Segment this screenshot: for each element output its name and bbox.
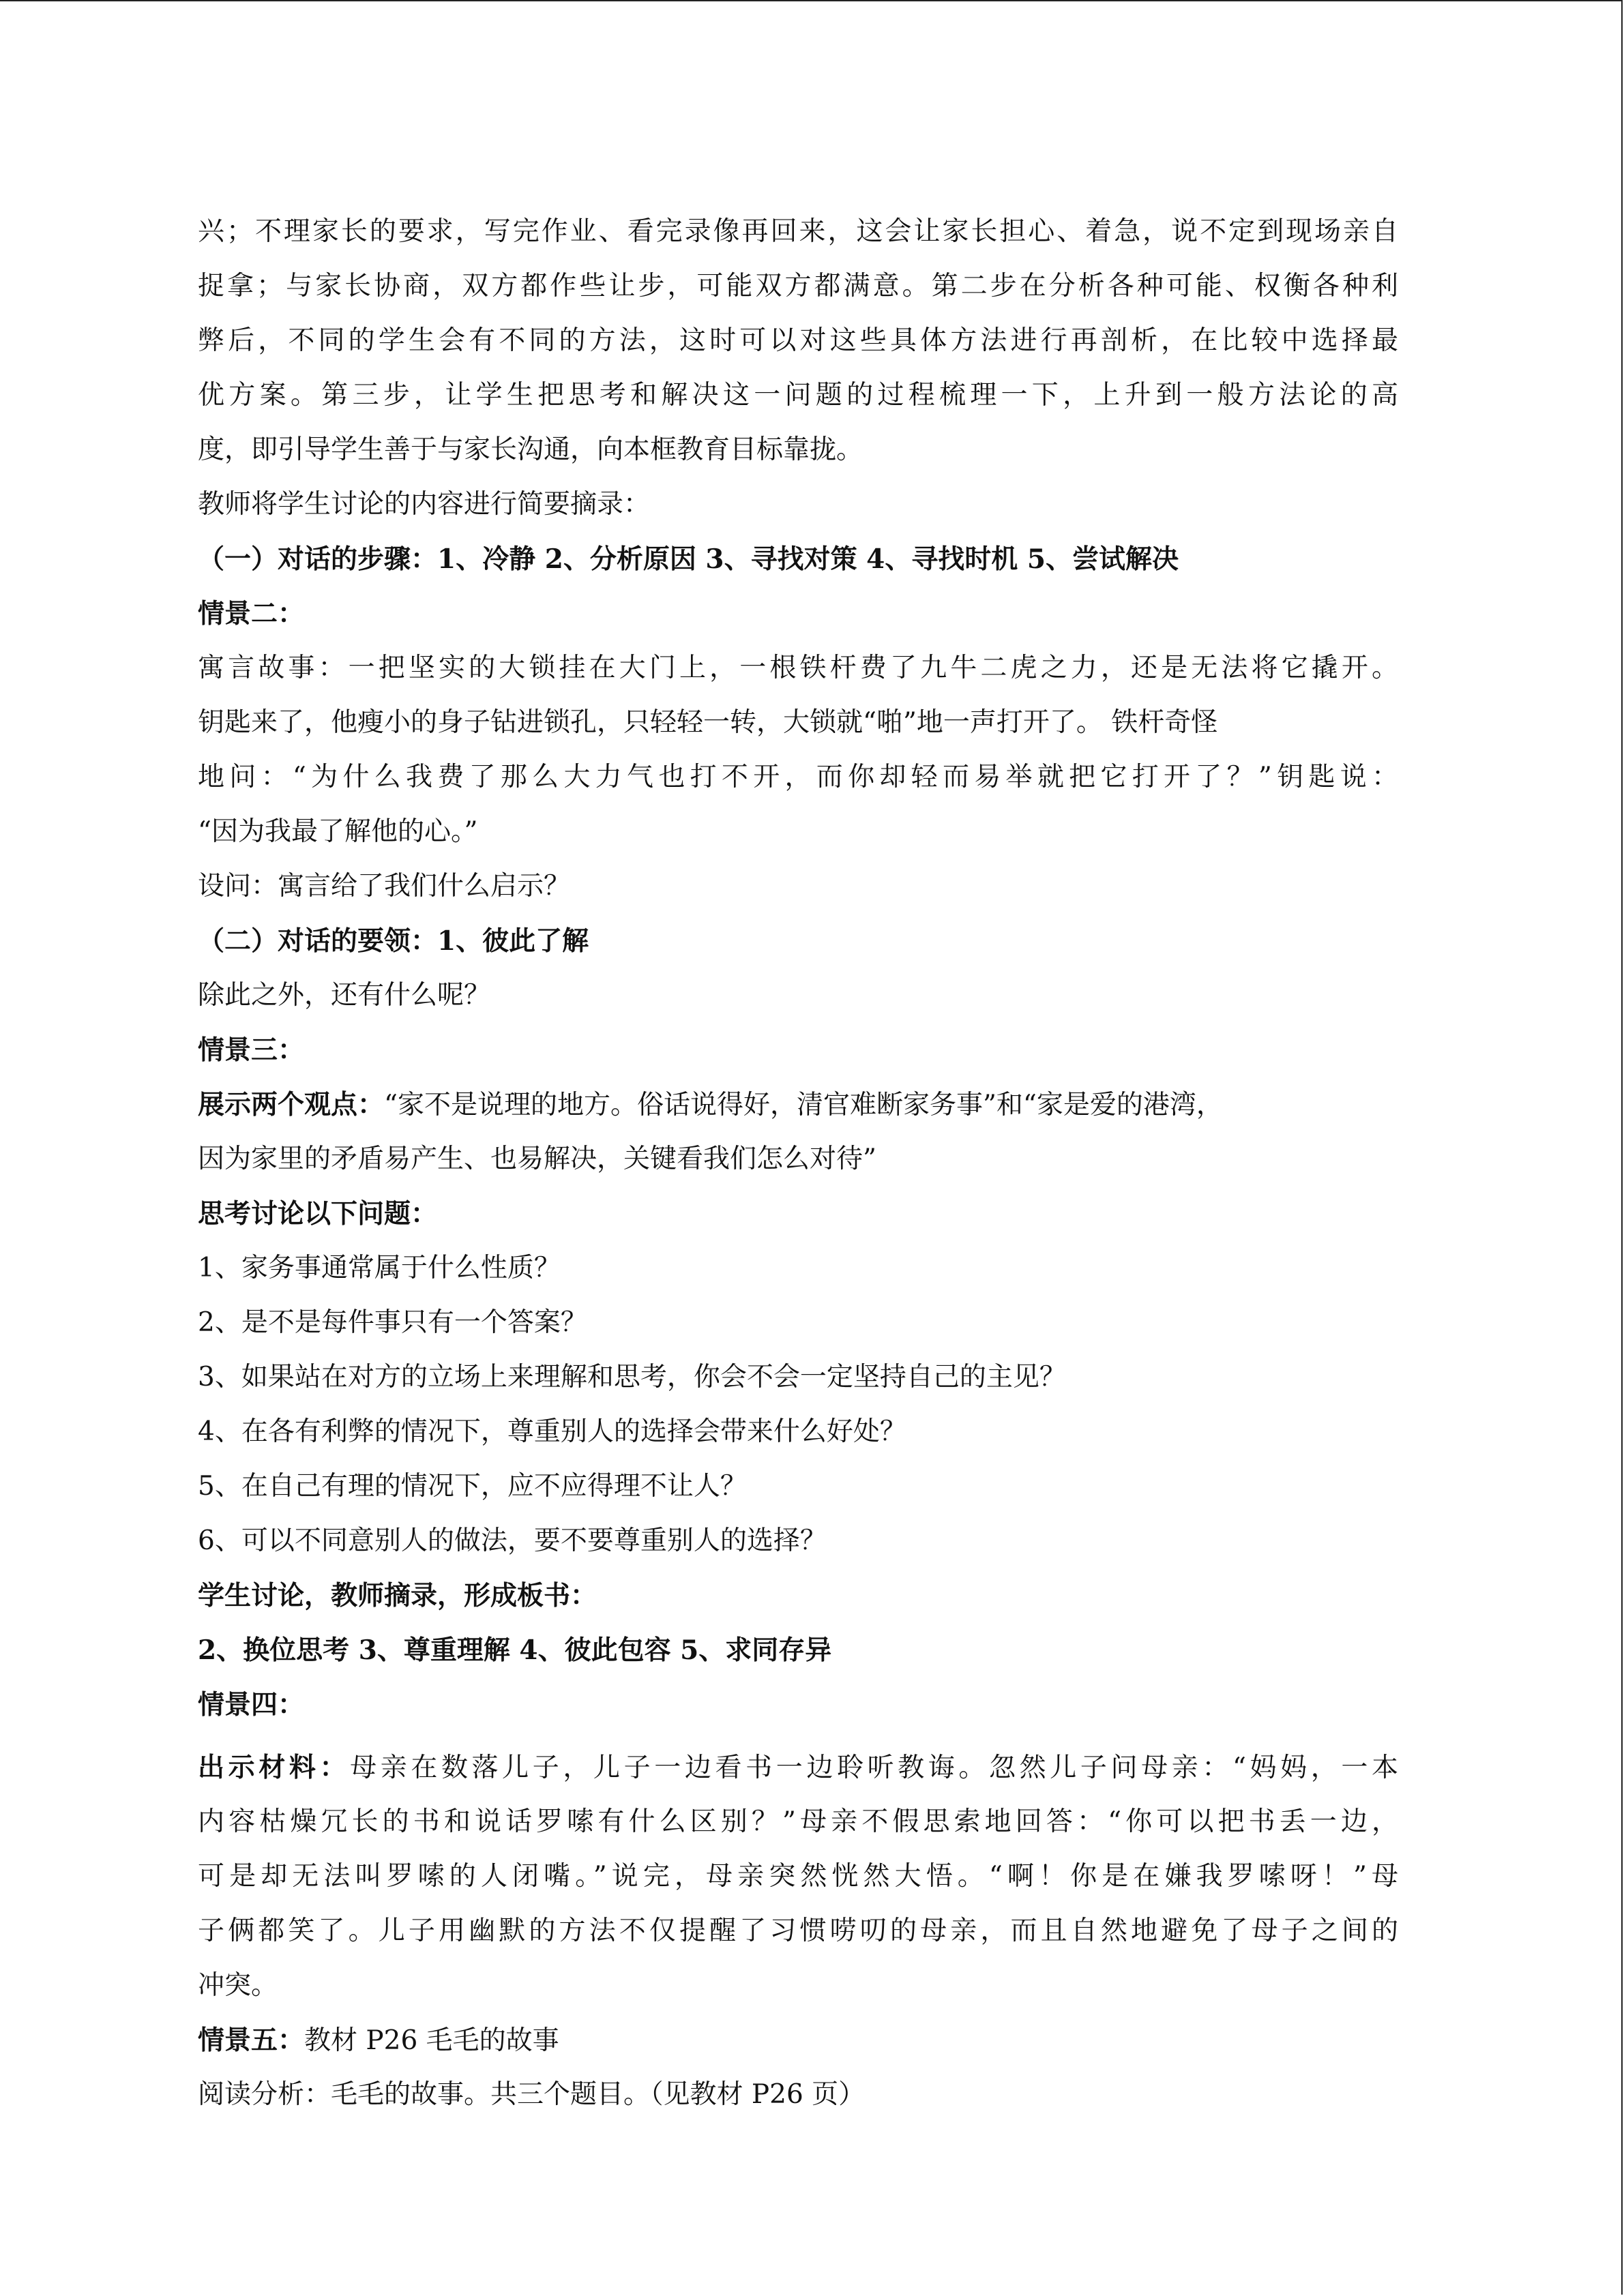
list-item: 5、在自己有理的情况下，应不应得理不让人？ [198, 1471, 747, 1502]
material-paragraph [198, 1740, 1398, 2013]
scene-three-title: 情景三： [198, 1034, 305, 1066]
fable-question: 设问：寓言给了我们什么启示？ [198, 871, 571, 901]
list-item: 4、在各有利弊的情况下，尊重别人的选择会带来什么好处？ [198, 1416, 906, 1447]
list-item: 2、是不是每件事只有一个答案？ [198, 1307, 587, 1338]
text-line: 可是却无法叫罗嗦的人闭嘴。”说完，母亲突然恍然大悟。“啊！你是在嫌我罗嗦呀！”母 [198, 1861, 1398, 1892]
list-item: 6、可以不同意别人的做法，要不要尊重别人的选择？ [198, 1525, 827, 1556]
question-list [198, 1241, 1398, 1568]
text-line: “因为我最了解他的心。” [198, 816, 478, 847]
text-line: 度，即引导学生善于与家长沟通，向本框教育目标靠拢。 [198, 434, 863, 465]
text-line: 优方案。第三步，让学生把思考和解决这一问题的过程梳理一下，上升到一般方法论的高 [198, 380, 1398, 411]
material-label: 出示材料： [198, 1752, 351, 1783]
reading-analysis: 阅读分析：毛毛的故事。共三个题目。（见教材 P26 页） [198, 2079, 866, 2110]
text-line: 地问：“为什么我费了那么大力气也打不开，而你却轻而易举就把它打开了？”钥匙说： [198, 762, 1398, 792]
viewpoints-line-1 [198, 1077, 1398, 1132]
scene-four-title: 情景四： [198, 1689, 305, 1720]
list-item: 1、家务事通常属于什么性质？ [198, 1253, 561, 1283]
board-items: 2、换位思考 3、尊重理解 4、彼此包容 5、求同存异 [198, 1635, 832, 1666]
text-line: 内容枯燥冗长的书和说话罗嗦有什么区别？”母亲不假思索地回答：“你可以把书丢一边， [198, 1806, 1398, 1837]
text-line: 弊后，不同的学生会有不同的方法，这时可以对这些具体方法进行再剖析，在比较中选择最 [198, 325, 1398, 356]
dialogue-steps-heading: （一）对话的步骤：1、冷静 2、分析原因 3、寻找对策 4、寻找时机 5、尝试解决 [198, 543, 1179, 575]
text-line [198, 1740, 1398, 1795]
text-line: 捉拿；与家长协商，双方都作些让步，可能双方都满意。第二步在分析各种可能、权衡各种利 [198, 271, 1398, 301]
paragraph-analysis [198, 205, 1398, 477]
viewpoints-text: “家不是说理的地方。俗话说得好，清官难断家务事”和“家是爱的港湾， [384, 1090, 1223, 1120]
list-item: 3、如果站在对方的立场上来理解和思考，你会不会一定坚持自己的主见？ [198, 1362, 1066, 1392]
viewpoints-line-2: 因为家里的矛盾易产生、也易解决，关键看我们怎么对待” [198, 1144, 876, 1174]
scene-five-text: 教材 P26 毛毛的故事 [304, 2025, 559, 2056]
text-line: 子俩都笑了。儿子用幽默的方法不仅提醒了习惯唠叨的母亲，而且自然地避免了母子之间的 [198, 1915, 1398, 1946]
fable-paragraph [198, 641, 1398, 859]
text-line: 钥匙来了，他瘦小的身子钻进锁孔，只轻轻一转，大锁就“啪”地一声打开了。 铁杆奇怪 [198, 707, 1218, 738]
teacher-note: 教师将学生讨论的内容进行简要摘录： [198, 489, 651, 520]
text-line: 冲突。 [198, 1970, 278, 2001]
material-text: 母亲在数落儿子，儿子一边看书一边聆听教诲。忽然儿子问母亲：“妈妈，一本 [350, 1753, 1398, 1783]
dialogue-essentials-heading: （二）对话的要领：1、彼此了解 [198, 925, 589, 957]
board-heading: 学生讨论，教师摘录，形成板书： [198, 1580, 597, 1611]
scene-two-title: 情景二： [198, 598, 305, 629]
besides-question: 除此之外，还有什么呢？ [198, 980, 491, 1011]
scene-five-line [198, 2013, 1398, 2068]
viewpoints-label: 展示两个观点： [198, 1089, 385, 1120]
text-line: 兴；不理家长的要求，写完作业、看完录像再回来，这会让家长担心、着急，说不定到现场亲自 [198, 216, 1398, 247]
scene-five-label: 情景五： [198, 2025, 305, 2056]
document-body [198, 205, 1398, 2122]
discussion-heading: 思考讨论以下问题： [198, 1198, 438, 1229]
text-line: 寓言故事：一把坚实的大锁挂在大门上，一根铁杆费了九牛二虎之力，还是无法将它撬开。 [198, 653, 1398, 683]
